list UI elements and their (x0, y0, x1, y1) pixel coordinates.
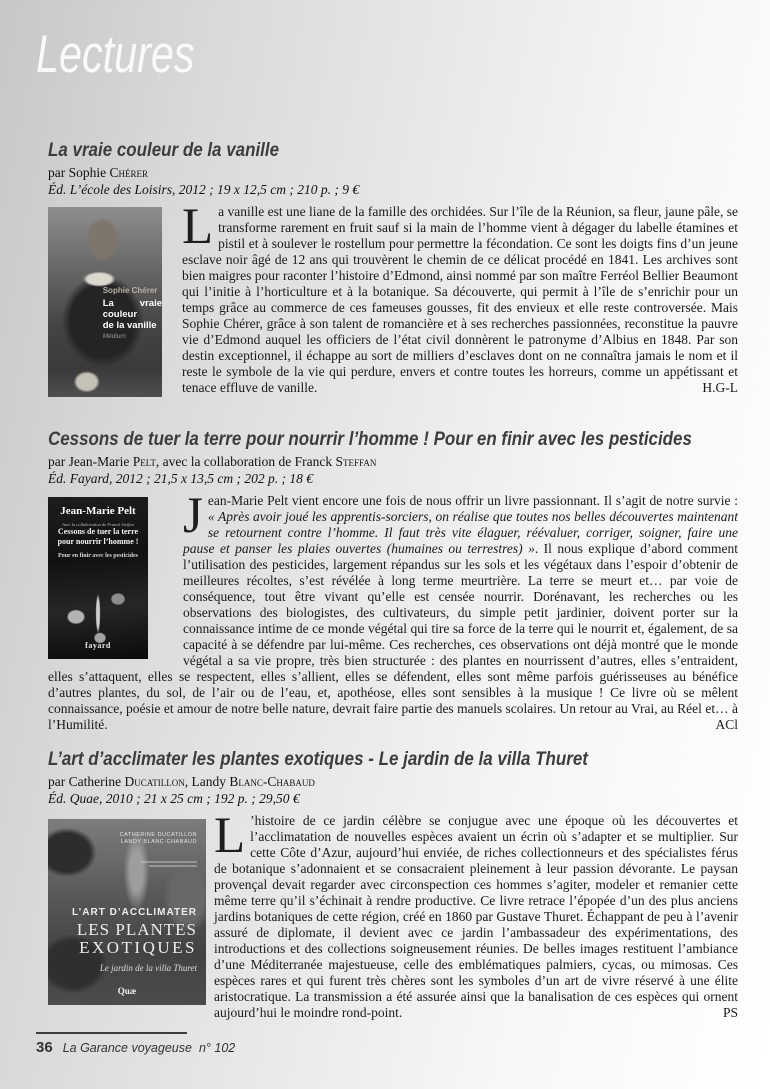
book-edition-info: Éd. Quae, 2010 ; 21 x 25 cm ; 192 p. ; 29,50 € (48, 791, 300, 806)
dropcap: J (183, 488, 203, 544)
cover-credit-bar (141, 861, 197, 863)
cover-subtitle: Le jardin de la villa Thuret (99, 963, 197, 973)
book-edition-info: Éd. L’école des Loisirs, 2012 ; 19 x 12,5 cm ; 210 p. ; 9 € (48, 182, 360, 197)
dropcap: L (214, 808, 246, 864)
cover-authors (120, 832, 197, 846)
cover-title (72, 905, 197, 976)
reviewer-initials: ACl (715, 717, 738, 732)
cover-author: Jean-Marie Pelt (60, 505, 136, 517)
review-text: ean-Marie Pelt vient encore une fois de nous offrir un livre passionnant. Il s’agit de notre survie : « Après avoir joué les apprentis-sorciers, on réalise que toutes nos belles découvertes maintenant se retournent contre l’homme. Il faut très vite élaguer, réévaluer, corriger, soigner, faire une pause et panser les plaies ouvertes (humaines ou terrestres) ». Il nous explique d’abord comment l’utilisation des pesticides, largement répandus sur les sols et les végétaux dans l’espoir d’obtenir de meilleures récoltes, s’est révélée à long terme meurtrière. La terre se meurt et… par voie de conséquence, tout être vivant qu’elle est censée nourrir. Dorénavant, les recherches ou les observations des biologistes, des cultivateurs, du simple petit jardinier, doivent porter sur la connaissance intime de ce monde végétal qui tire sa force de la terre qui le nourrit et, également, de sa capacité à se défendre par lui-même. Ces recherches, ces observations ont déjà montré que le monde végétal a sa vie propre, très bien structurée : des plantes en nourrissent d’autres, elles s’entraident, elles s’attaquent, elles se respectent, elles s’allient, elles se défendent, elles sont même parfois guérisseuses au bénéfice d’autres plantes, du sol, de l’air ou de l’eau, et, apothéose, elles sont sensibles à la musique ! Ce livre où se mêlent connaissance, poésie et amour de notre belle nature, devrait faire partie des manuels scolaires. Un retour au Vrai, au Réel et… à l’Humilité. (48, 493, 738, 732)
page-footer (36, 1032, 235, 1056)
issue-number: n° 102 (198, 1041, 236, 1055)
cover-title-line1: L’ART D’ACCLIMATER (71, 907, 197, 918)
book-byline: par Catherine Ducatillon, Landy Blanc-Chabaud (48, 774, 315, 789)
book-byline: par Sophie Chérer (48, 165, 149, 180)
review-vanille (48, 139, 738, 407)
cover-title (48, 527, 148, 546)
book-title: Cessons de tuer la terre pour nourrir l’homme ! Pour en finir avec les pesticides (48, 428, 692, 450)
cover-title-line2: LES PLANTES (76, 920, 197, 939)
book-title: La vraie couleur de la vanille (48, 139, 280, 161)
review-body (48, 199, 738, 396)
cover-author-line1: CATHERINE DUCATILLON (119, 832, 197, 838)
review-pesticides (48, 428, 738, 733)
section-masthead (36, 24, 239, 85)
cover-title-line2: pour nourrir l’homme ! (57, 536, 139, 546)
book-title: L’art d’acclimater les plantes exotiques - Le jardin de la villa Thuret (48, 748, 588, 770)
footer-rule (36, 1032, 187, 1034)
book-edition-info: Éd. Fayard, 2012 ; 21,5 x 13,5 cm ; 202 p. ; 18 € (48, 471, 313, 486)
dropcap: L (182, 199, 214, 255)
review-body (48, 808, 738, 1021)
page-number: 36 (36, 1039, 53, 1056)
cover-author: Sophie Chérer (102, 286, 158, 295)
journal-name: La Garance voyageuse (62, 1041, 192, 1055)
book-cover-plantes-exotiques (48, 819, 206, 1005)
book-cover-pesticides (48, 497, 148, 659)
reviewer-initials: PS (722, 1005, 738, 1020)
cover-author-line2: LANDY BLANC-CHABAUD (120, 839, 197, 845)
cover-collection: Médium (102, 332, 126, 340)
cover-title-line1: Cessons de tuer la terre (57, 527, 139, 536)
review-text: ’histoire de ce jardin célèbre se conjugue avec une époque où les découvertes et l’acclimatation de nouvelles espèces avaient un écrin où s’adapter et se multiplier. Sur cette Côte d’Azur, aujourd’hui enviée, de riches collectionneurs et des spécialistes férus de botanique s’adonnaient et se consacraient pleinement à leur passion dévorante. Le paysan provençal devait regarder avec circonspection ces hommes s’agiter, modeler et remanier cette même terre qu’il s’échinait à rendre productive. Ce livre retrace l’épopée d’un des plus anciens jardins botaniques de cette région, créé en 1860 par Gustave Thuret. Échappant de peu à l’avenir assuré de diplomate, il devient avec ce jardin l’ambassadeur des expérimentations, des introductions et des collections soigneusement réunies. De belles images restituent l’ambiance d’une Méditerranée majestueuse, celle des emblématiques palmiers, cycas, ou mimosas. Ces espèces rares et qui furent très chères sont les symboles d’un art de vivre réservé à une élite aristocratique. La transmission a été assurée ainsi que la banalisation de ces espèces qui ornent aujourd’hui le moindre rond-point. (214, 813, 738, 1020)
review-plantes-exotiques (48, 748, 738, 1035)
book-cover-vanille (48, 207, 162, 397)
cover-subtitle: Pour en finir avec les pesticides (58, 553, 138, 559)
reviewer-initials: H.G-L (702, 380, 738, 395)
review-text: a vanille est une liane de la famille des orchidées. Sur l’île de la Réunion, sa fleur, jaune pâle, se transforme rarement en fruit sauf si la main de l’homme vient à dégager du labelle étamines et pistil et à soulever le rostellum pour permettre la fécondation. Ce sont les doigts fins d’un jeune esclave noir âgé de 12 ans qui trouvèrent le chemin de ce délicat procédé en 1841. Les archives sont bien maigres pour raconter l’histoire d’Edmond, ainsi nommé par son maître Ferréol Bellier Beaumont qui l’initie à l’horticulture et à la botanique. Sa découverte, qui permit à l’île de s’enrichir pour un temps grâce au commerce de ces fameuses gousses, fit des envieux et elle reste controversée. Mais Sophie Chérer, grâce à son talent de romancière et à ses recherches passionnées, reconstitue la pauvre vie d’Edmond auquel les officiers de l’état civil donnèrent le patronyme d’Albius en 1848. Par son destin exceptionnel, il échappe au sort de milliers d’esclaves dont on ne connaîtra jamais le nom et il reste le symbole de la vie qui perdure, envers et contre toutes les horreurs, comme un appétissant et tenace effluve de vanille. (182, 204, 738, 395)
cover-title-line3: EXOTIQUES (79, 938, 197, 957)
cover-credit-bar (149, 865, 197, 867)
cover-publisher: Quæ (117, 986, 137, 996)
cover-title (103, 298, 162, 331)
cover-title-line1: La vraie couleur (102, 298, 162, 321)
cover-publisher: fayard (85, 641, 111, 650)
review-body (48, 488, 738, 733)
section-title: Lectures (36, 25, 195, 84)
cover-collaborator: Avec la collaboration de Franck Steffan (62, 522, 134, 527)
cover-title-line2: de la vanille (102, 320, 157, 332)
book-byline: par Jean-Marie Pelt, avec la collaboration de Franck Steffan (48, 454, 377, 469)
footer-line (36, 1039, 235, 1056)
